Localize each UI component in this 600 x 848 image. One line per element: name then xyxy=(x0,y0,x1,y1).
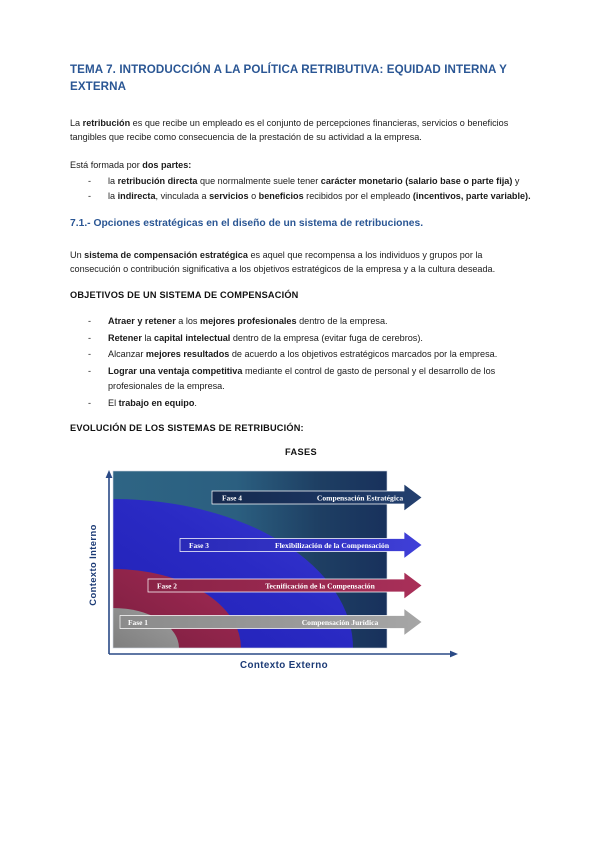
page-title: TEMA 7. INTRODUCCIÓN A LA POLÍTICA RETRIBUTIVA: EQUIDAD INTERNA Y EXTERNA xyxy=(70,63,507,93)
list-item-text: recibidos por el empleado xyxy=(303,191,413,202)
list-item-text: indirecta xyxy=(117,191,156,202)
list-item xyxy=(70,174,532,189)
parts-lead-text: Está formada por xyxy=(70,160,143,171)
list-item-text: . xyxy=(194,397,197,408)
phase-4-label: Fase 4 xyxy=(222,493,242,503)
intro-lead: La xyxy=(70,117,83,128)
s71-text1: Un xyxy=(70,249,85,260)
list-item-text: capital intelectual xyxy=(154,332,231,343)
intro-bold-term: retribución xyxy=(82,117,131,128)
list-item xyxy=(70,331,532,346)
phase-3-name: Flexibilización de la Compensación xyxy=(274,541,390,551)
section-heading-7-1: 7.1.- Opciones estratégicas en el diseño de un sistema de retribuciones. xyxy=(70,218,424,230)
s71-bold1: sistema de compensación estratégica xyxy=(84,249,248,260)
list-item xyxy=(70,396,532,411)
list-item-text: El xyxy=(108,397,119,408)
list-item-text: servicios xyxy=(209,191,249,202)
list-item-text: mejores profesionales xyxy=(200,316,297,327)
list-bullet-dash: - xyxy=(88,191,92,202)
list-item-text: Atraer y retener xyxy=(108,316,176,327)
list-item xyxy=(70,314,532,329)
list-item xyxy=(70,189,532,204)
list-item xyxy=(70,347,532,362)
list-bullet-dash: - xyxy=(88,332,92,343)
intro-rest: es que recibe un empleado es el conjunto de percepciones financieras, servicios o beneficios tangibles que recibe como consecuencia de la prestación de su actividad a la empresa. xyxy=(70,117,509,143)
document-content xyxy=(70,62,532,677)
parts-lead-bold: dos partes: xyxy=(142,160,192,171)
parts-lead-in xyxy=(70,158,532,173)
list-item-text: o xyxy=(248,191,259,202)
list-item-text: Retener xyxy=(108,332,142,343)
list-item xyxy=(70,364,532,393)
list-bullet-dash: - xyxy=(88,366,92,377)
x-axis-label: Contexto Externo xyxy=(239,660,329,672)
list-item-text: la xyxy=(141,332,155,343)
list-bullet-dash: - xyxy=(88,349,92,360)
phase-1-name: Compensación Jurídica xyxy=(301,618,379,628)
objectives-heading: OBJETIVOS DE UN SISTEMA DE COMPENSACIÓN xyxy=(70,290,299,301)
phases-figure xyxy=(70,447,532,677)
section-7-1-paragraph xyxy=(70,248,532,277)
list-bullet-dash: - xyxy=(88,316,92,327)
list-item-text: , vinculada a xyxy=(155,191,210,202)
phase-3-label: Fase 3 xyxy=(189,541,209,551)
phase-1-label: Fase 1 xyxy=(128,618,148,628)
list-item-text: mejores resultados xyxy=(145,349,230,360)
list-item-text: Alcanzar xyxy=(108,349,146,360)
list-item-text: a los xyxy=(175,316,200,327)
list-item-text: (incentivos, parte variable). xyxy=(412,191,531,202)
list-item-text: de acuerdo a los objetivos estratégicos marcados por la empresa. xyxy=(229,349,498,360)
list-item-text: carácter monetario (salario base o parte fija) xyxy=(320,175,513,186)
list-item-text: la xyxy=(108,175,118,186)
list-item-text: dentro de la empresa. xyxy=(296,316,388,327)
list-item-text: trabajo en equipo xyxy=(118,397,195,408)
objectives-list xyxy=(70,314,532,410)
phase-2-name: Tecnificación de la Compensación xyxy=(265,581,375,591)
list-item-text: que normalmente suele tener xyxy=(197,175,321,186)
list-bullet-dash: - xyxy=(88,175,92,186)
s71-text2: es aquel que recompensa a los individuos y grupos por la consecución o contribución significativa a los objetivos estratégicos de la empresa y a la cultura deseada. xyxy=(70,249,496,275)
parts-list xyxy=(70,174,532,204)
list-item-text: retribución directa xyxy=(117,175,198,186)
list-item-text: la xyxy=(108,191,118,202)
list-bullet-dash: - xyxy=(88,397,92,408)
phase-2-label: Fase 2 xyxy=(157,581,177,591)
evolution-heading: EVOLUCIÓN DE LOS SISTEMAS DE RETRIBUCIÓN: xyxy=(70,423,304,434)
figure-canvas xyxy=(70,465,532,677)
list-item-text: beneficios xyxy=(258,191,304,202)
y-axis-label: Contexto Interno xyxy=(87,524,98,607)
list-item-text: mediante el control de gasto de personal y el desarrollo de los profesionales de la empresa. xyxy=(108,366,496,391)
intro-paragraph xyxy=(70,116,532,145)
figure-title: FASES xyxy=(284,447,318,458)
list-item-text: Lograr una ventaja competitiva xyxy=(108,366,243,377)
list-item-text: y xyxy=(512,175,520,186)
list-item-text: dentro de la empresa (evitar fuga de cerebros). xyxy=(230,332,423,343)
phase-4-name: Compensación Estratégica xyxy=(316,493,404,503)
phases-diagram-svg xyxy=(70,465,532,677)
